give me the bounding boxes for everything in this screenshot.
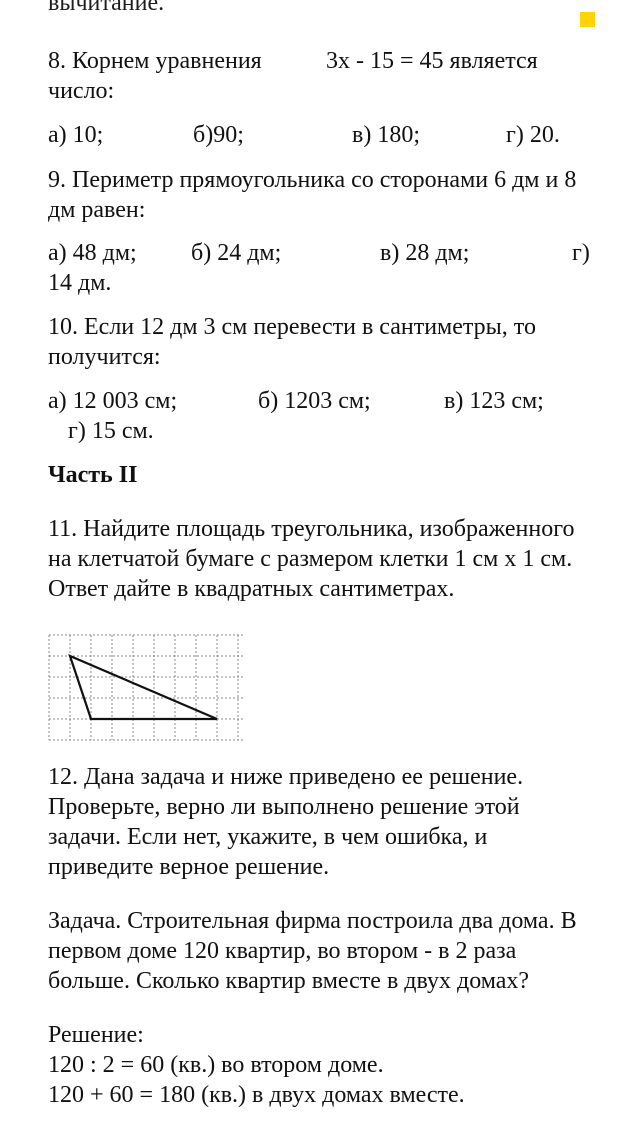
q10-text-line2: получится: [48,344,161,370]
q10-option-b: б) 1203 см; [258,388,371,414]
q8-equation: 3х - 15 = 45 является [326,48,538,74]
part-title: Часть II [48,462,138,488]
q11-text-line2: на клетчатой бумаге с размером клетки 1 см х 1 см. [48,546,573,572]
q8-text-part1: 8. Корнем уравнения [48,48,262,74]
q11-text-line3: Ответ дайте в квадратных сантиметрах. [48,576,455,602]
q12-text-line3: задачи. Если нет, укажите, в чем ошибка, и [48,824,488,850]
task-text-line3: больше. Сколько квартир вместе в двух домах? [48,968,530,994]
triangle [70,656,217,719]
q12-text-line4: приведите верное решение. [48,854,330,880]
q8-option-d: г) 20. [506,122,560,148]
q9-text-line1: 9. Периметр прямоугольника со сторонами 6 дм и 8 [48,167,577,193]
q10-option-a: а) 12 003 см; [48,388,178,414]
task-text-line2: первом доме 120 квартир, во втором - в 2 раза [48,938,517,964]
q9-option-b: б) 24 дм; [191,240,282,266]
solution-title: Решение: [48,1022,144,1048]
q10-option-d: г) 15 см. [68,418,154,444]
corner-marker [580,12,595,27]
solution-line2: 120 + 60 = 180 (кв.) в двух домах вместе. [48,1082,465,1108]
cut-off-line: вычитание. [48,0,165,16]
q12-text-line2: Проверьте, верно ли выполнено решение этой [48,794,520,820]
grid-triangle-figure [48,634,246,746]
q10-text-line1: 10. Если 12 дм 3 см перевести в сантиметры, то [48,314,536,340]
q9-text-line2: дм равен: [48,197,146,223]
solution-line1: 120 : 2 = 60 (кв.) во втором доме. [48,1052,384,1078]
q9-option-c: в) 28 дм; [380,240,470,266]
grid-paper [49,635,245,740]
q9-option-a: а) 48 дм; [48,240,137,266]
q9-option-d-value: 14 дм. [48,270,112,296]
q10-option-c: в) 123 см; [444,388,544,414]
q8-option-c: в) 180; [352,122,420,148]
q12-text-line1: 12. Дана задача и ниже приведено ее решение. [48,764,524,790]
q8-option-b: б)90; [193,122,244,148]
q11-text-line1: 11. Найдите площадь треугольника, изображенного [48,516,575,542]
q8-option-a: а) 10; [48,122,104,148]
q8-text-line2: число: [48,78,115,104]
task-text-line1: Задача. Строительная фирма построила два дома. В [48,908,577,934]
q9-option-d: г) [572,240,590,266]
